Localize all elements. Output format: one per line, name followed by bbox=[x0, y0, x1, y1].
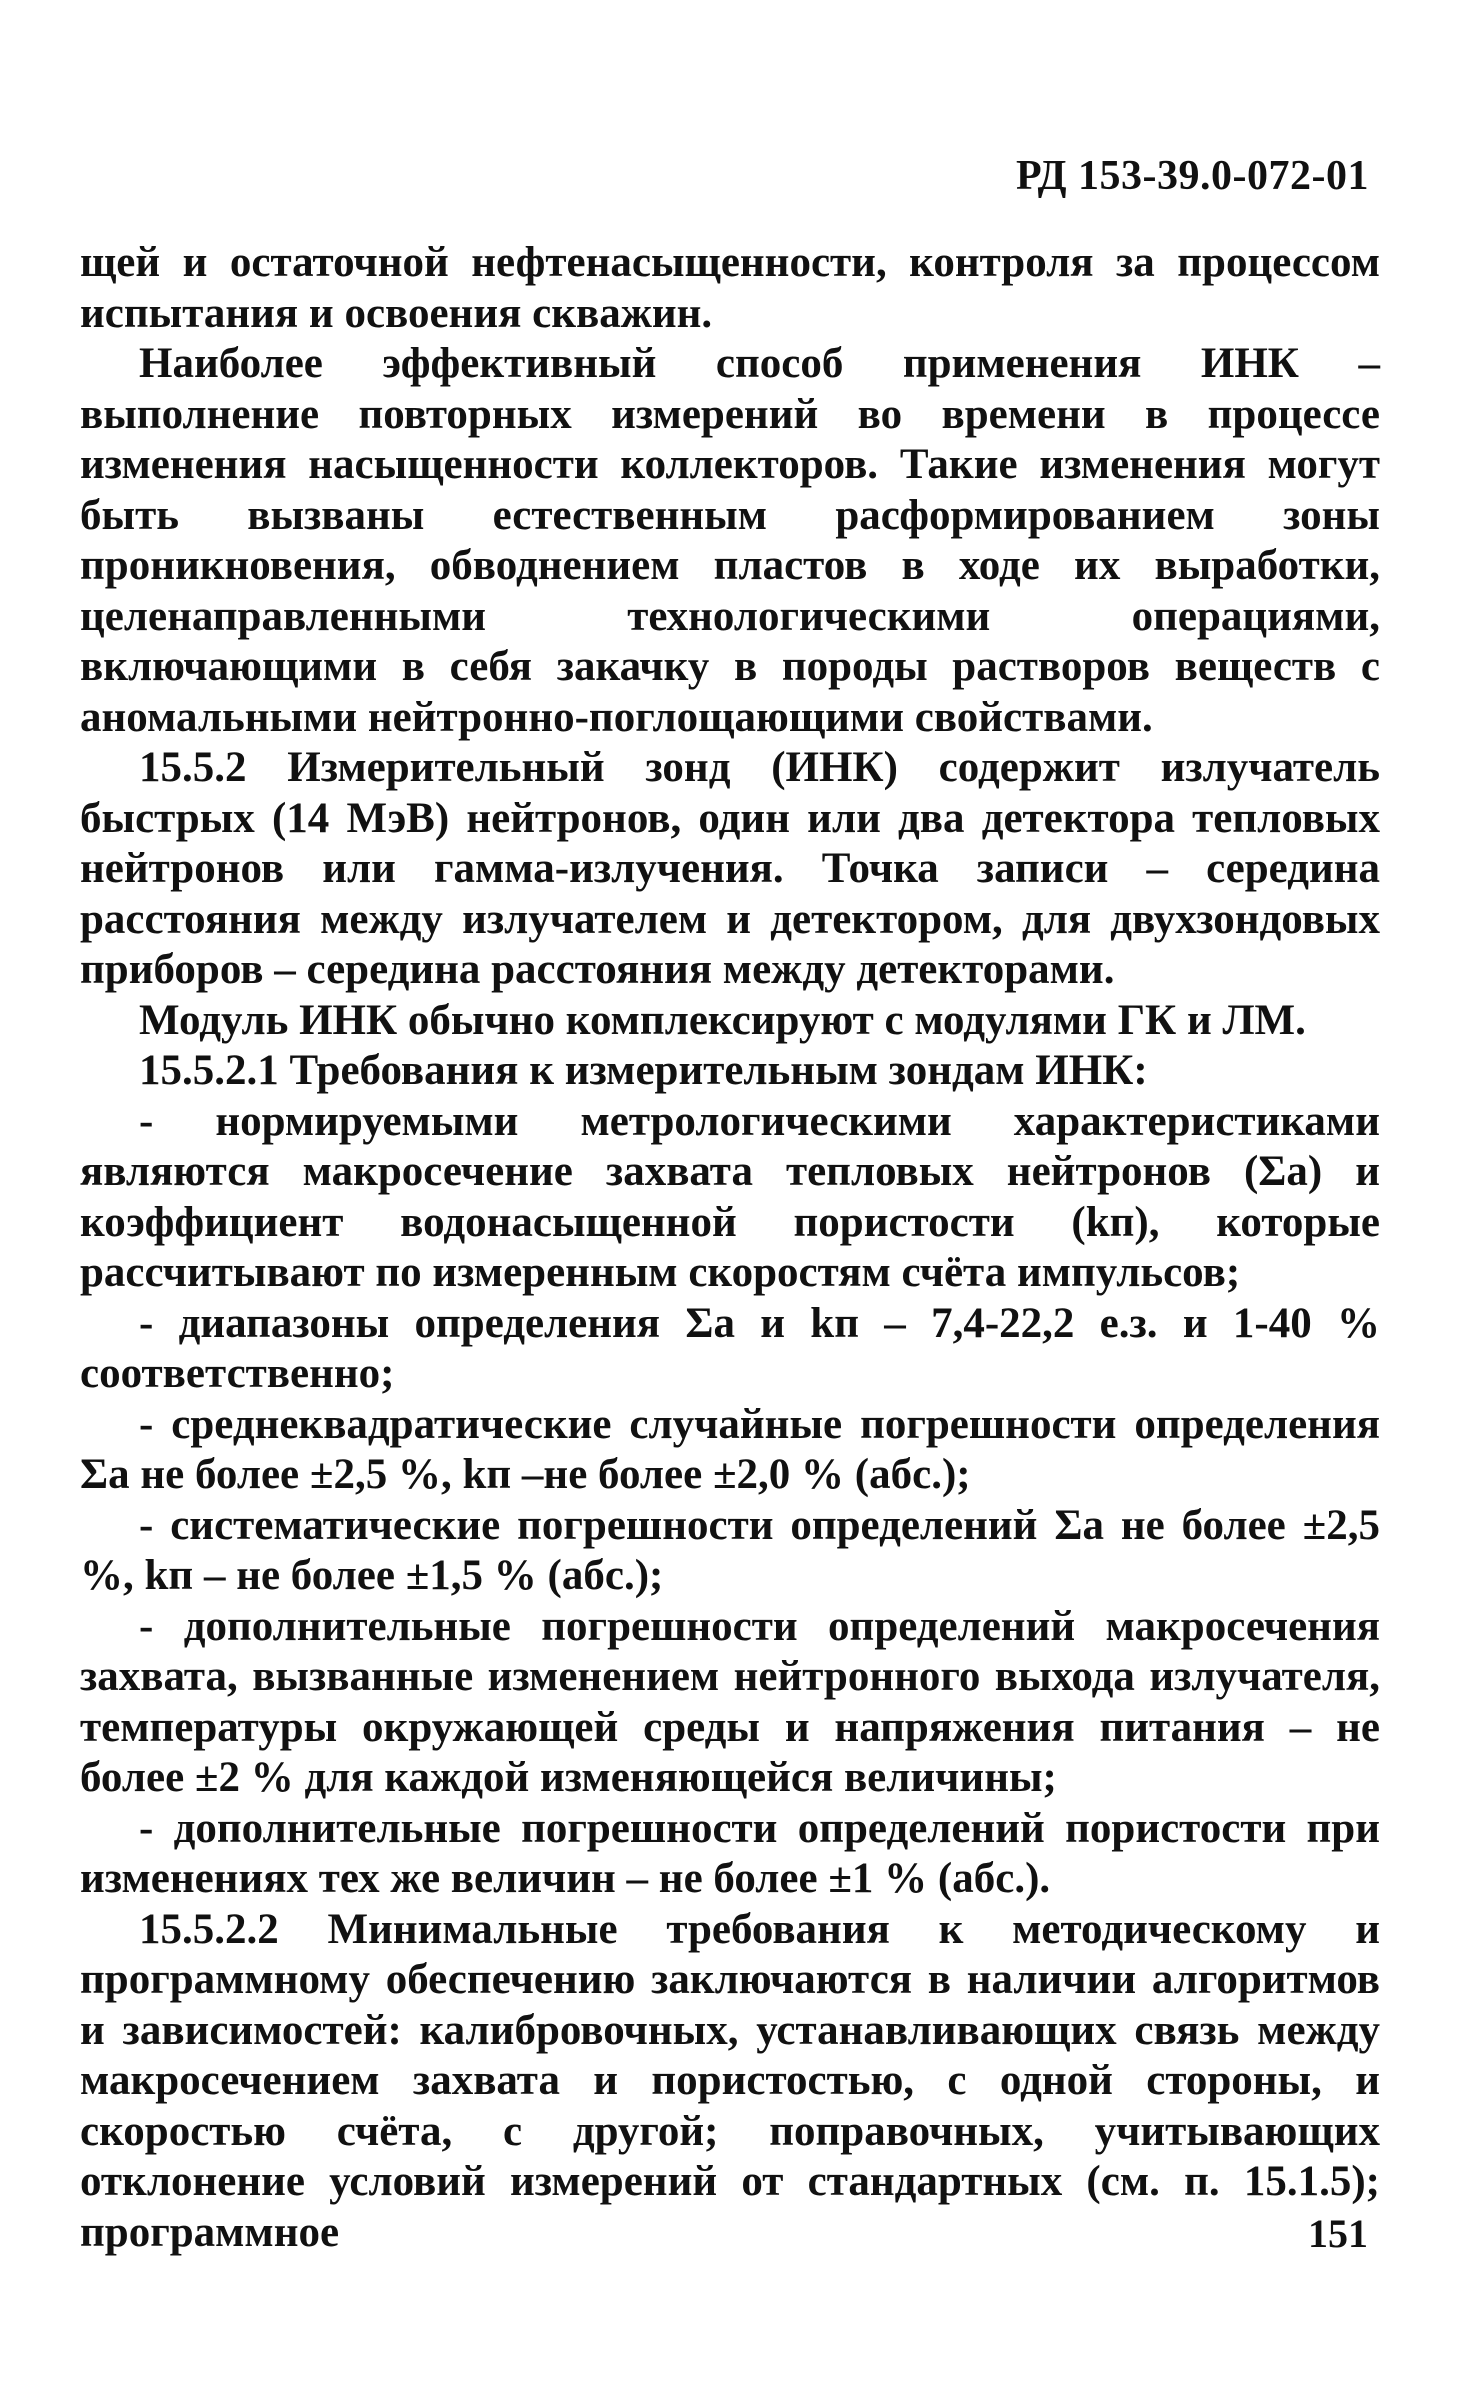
list-item-random-errors: - среднеквадратические случайные погрешности определения Σа не более ±2,5 %, kп –не более ±2,0 % (абс.); bbox=[80, 1400, 1380, 1498]
paragraph-ink-application: Наиболее эффективный способ применения ИНК – выполнение повторных измерений во времени в процессе изменения насыщенности коллекторов. Такие изменения могут быть вызваны естественным расформированием зоны проникновения, обводнением пластов в ходе их выработки, целенаправленными технологическими операциями, включающими в себя закачку в породы растворов веществ с аномальными нейтронно-поглощающими свойствами. bbox=[80, 340, 1380, 741]
paragraph-15-5-2-2: 15.5.2.2 Минимальные требования к методическому и программному обеспечению заключаются в наличии алгоритмов и зависимостей: калибровочных, устанавливающих связь между макросечением захвата и пористостью, с одной стороны, и скоростью счёта, с другой; поправочных, учитывающих отклонение условий измерений от стандартных (см. п. 15.1.5); программное bbox=[80, 1905, 1380, 2256]
list-item-systematic-errors: - систематические погрешности определений Σа не более ±2,5 %, kп – не более ±1,5 % (абс.); bbox=[80, 1501, 1380, 1599]
list-item-ranges: - диапазоны определения Σа и kп – 7,4-22,2 е.з. и 1-40 % соответственно; bbox=[80, 1299, 1380, 1397]
body-text bbox=[80, 238, 1380, 2258]
document-code-header: РД 153-39.0-072-01 bbox=[1015, 153, 1369, 199]
page-number: 151 bbox=[1308, 2211, 1368, 2256]
list-item-metrological: - нормируемыми метрологическими характеристиками являются макросечение захвата тепловых нейтронов (Σа) и коэффициент водонасыщенной пористости (kп), которые рассчитывают по измеренным скоростям счёта импульсов; bbox=[80, 1097, 1380, 1296]
list-item-additional-errors-porosity: - дополнительные погрешности определений пористости при изменениях тех же величин – не более ±1 % (абс.). bbox=[80, 1804, 1380, 1902]
paragraph-module-complex: Модуль ИНК обычно комплексируют с модулями ГК и ЛМ. bbox=[139, 996, 1306, 1044]
paragraph-continuation: щей и остаточной нефтенасыщенности, контроля за процессом испытания и освоения скважин. bbox=[80, 239, 1380, 337]
paragraph-15-5-2-1: 15.5.2.1 Требования к измерительным зондам ИНК: bbox=[139, 1047, 1148, 1094]
list-item-additional-errors-capture: - дополнительные погрешности определений макросечения захвата, вызванные изменением нейтронного выхода излучателя, температуры окружающей среды и напряжения питания – не более ±2 % для каждой изменяющейся величины; bbox=[80, 1602, 1380, 1801]
paragraph-15-5-2: 15.5.2 Измерительный зонд (ИНК) содержит излучатель быстрых (14 МэВ) нейтронов, один или два детектора тепловых нейтронов или гамма-излучения. Точка записи – середина расстояния между излучателем и детектором, для двухзондовых приборов – середина расстояния между детекторами. bbox=[80, 744, 1380, 993]
